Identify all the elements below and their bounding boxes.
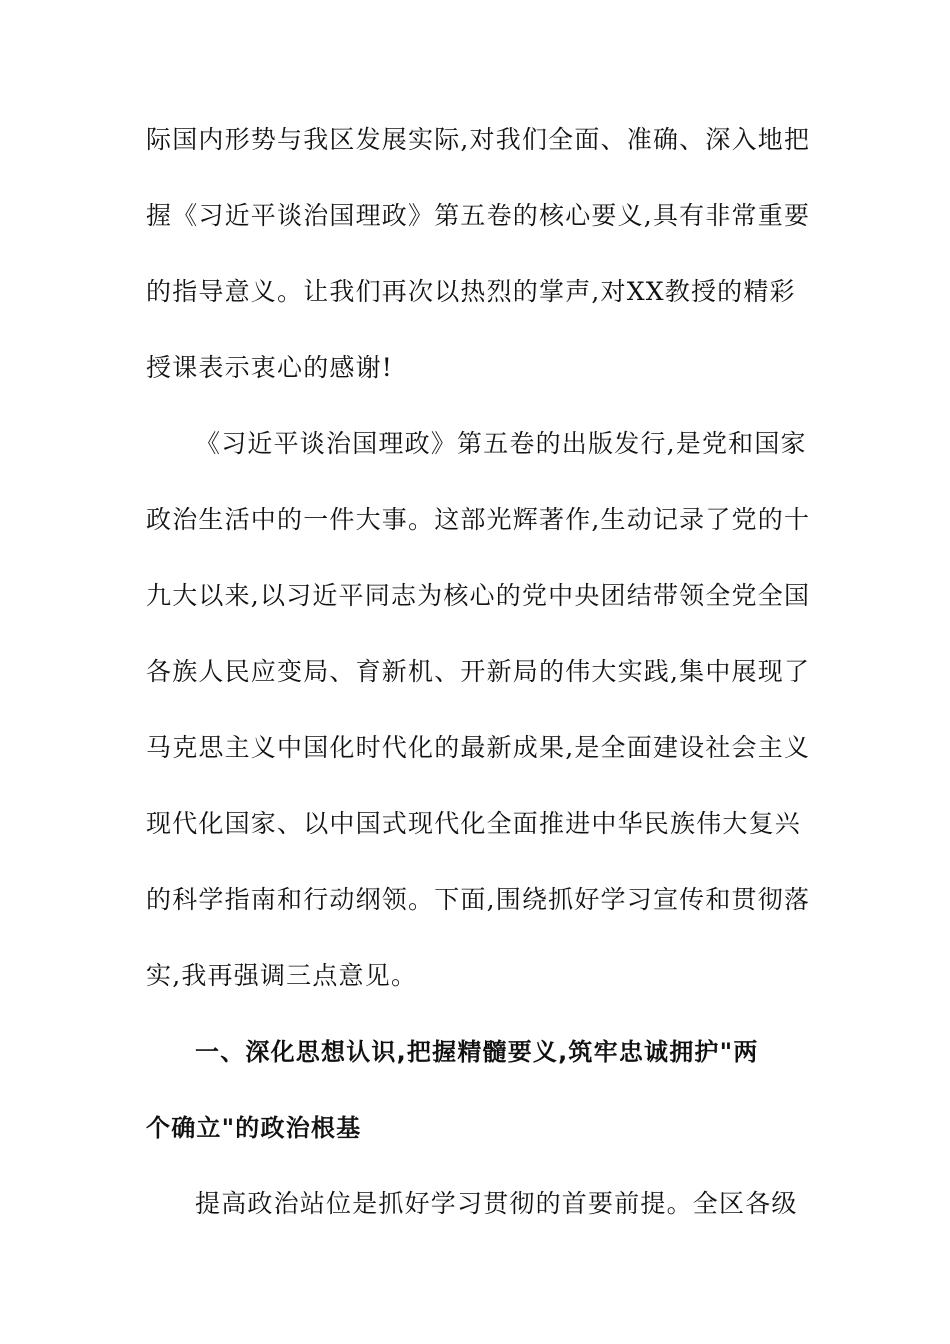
section-heading: 一、深化思想认识,把握精髓要义,筑牢忠诚拥护"两 bbox=[195, 1038, 759, 1066]
text-line: 际国内形势与我区发展实际,对我们全面、准确、深入地把 bbox=[146, 125, 811, 154]
text-line: 各族人民应变局、育新机、开新局的伟大实践,集中展现了 bbox=[146, 657, 811, 686]
text-line: 提高政治站位是抓好学习贯彻的首要前提。全区各级 bbox=[195, 1189, 798, 1218]
text-line: 马克思主义中国化时代化的最新成果,是全面建设社会主义 bbox=[146, 733, 811, 762]
text-line: 握《习近平谈治国理政》第五卷的核心要义,具有非常重要 bbox=[146, 201, 811, 230]
text-line: 《习近平谈治国理政》第五卷的出版发行,是党和国家 bbox=[195, 429, 807, 458]
text-line: 的科学指南和行动纲领。下面,围绕抓好学习宣传和贯彻落 bbox=[146, 885, 811, 914]
text-line: 政治生活中的一件大事。这部光辉著作,生动记录了党的十 bbox=[146, 505, 811, 534]
text-line: 实,我再强调三点意见。 bbox=[146, 961, 418, 990]
text-line: 九大以来,以习近平同志为核心的党中央团结带领全党全国 bbox=[146, 581, 811, 610]
text-line: 的指导意义。让我们再次以热烈的掌声,对XX教授的精彩 bbox=[146, 277, 796, 306]
text-line: 授课表示衷心的感谢! bbox=[146, 353, 394, 382]
section-heading: 个确立"的政治根基 bbox=[146, 1114, 362, 1142]
text-line: 现代化国家、以中国式现代化全面推进中华民族伟大复兴 bbox=[146, 809, 802, 838]
